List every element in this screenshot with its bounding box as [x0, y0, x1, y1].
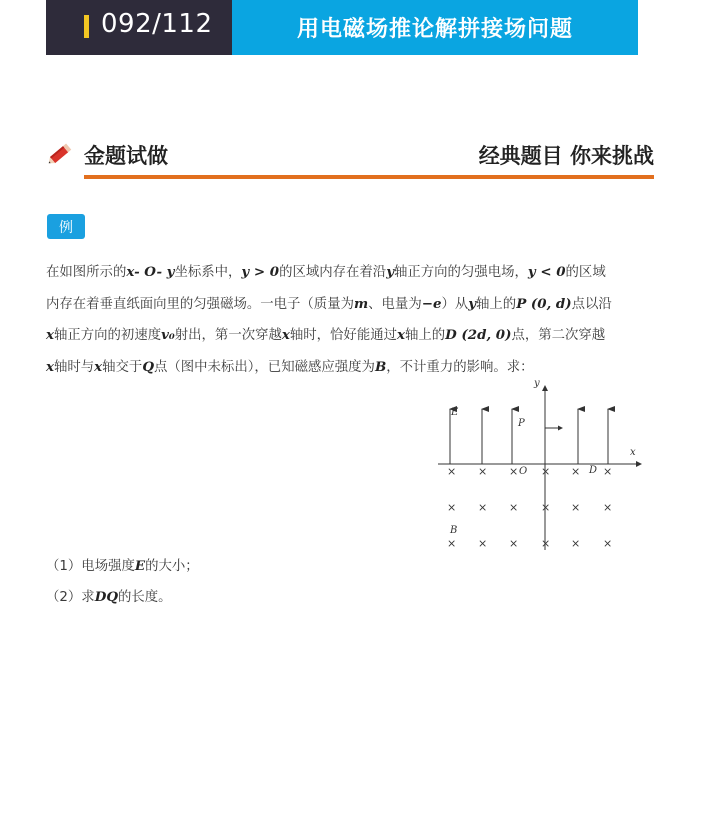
label-origin: O [519, 466, 528, 477]
math-expression: x [281, 327, 290, 343]
math-expression: v₀ [161, 327, 175, 343]
section-title: 金题试做 [84, 144, 168, 168]
cross-mark: × [603, 537, 613, 550]
problem-text: 坐标系中， [174, 265, 242, 280]
question-text: 的长度。 [117, 590, 172, 605]
cross-mark: × [541, 465, 551, 478]
question-text: （2）求 [46, 590, 95, 605]
problem-text: 的区域内存在着沿 [279, 265, 387, 280]
cross-mark: × [571, 537, 581, 550]
math-expression: y > 0 [241, 264, 280, 280]
cross-mark: × [603, 501, 613, 514]
velocity-arrowhead [558, 426, 563, 431]
question-text: （1）电场强度 [46, 559, 135, 574]
math-expression: y < 0 [527, 264, 566, 280]
problem-text: ，不计重力的影响。求： [386, 359, 534, 375]
math-expression: y [468, 295, 477, 312]
problem-text: 轴交于 [102, 359, 143, 375]
problem-text: 在如图所示的 [46, 265, 127, 280]
problem-text: 点以沿 [571, 296, 612, 312]
label-d: D [589, 465, 598, 476]
problem-statement [46, 257, 642, 383]
math-expression: DQ [94, 589, 118, 605]
math-expression: x- O- y [126, 264, 175, 280]
problem-text: 轴时，恰好能通过 [289, 328, 397, 343]
problem-line [46, 289, 642, 321]
cross-mark: × [571, 465, 581, 478]
math-expression: x [46, 327, 54, 343]
magnetic-field-crosses [447, 465, 612, 550]
problem-text: 、电量为 [368, 296, 422, 312]
math-expression: −e [421, 295, 442, 312]
banner-title-panel [232, 0, 638, 55]
electric-field-lines [450, 409, 608, 464]
pencil-icon [46, 138, 76, 168]
cross-mark: × [509, 501, 519, 514]
math-expression: B [374, 358, 387, 375]
problem-text: 轴上的 [404, 328, 446, 343]
label-b: B [450, 525, 458, 536]
math-expression: P (0, d) [516, 295, 572, 312]
cross-mark: × [509, 537, 519, 550]
label-e: E [451, 407, 459, 418]
cross-mark: × [478, 537, 488, 550]
cross-mark: × [478, 465, 488, 478]
banner-counter-panel [46, 0, 232, 55]
problem-text: 射出，第一次穿越 [174, 328, 282, 343]
math-expression: x [94, 358, 103, 375]
math-expression: x [46, 358, 54, 375]
problem-text: 的区域 [565, 265, 606, 280]
accent-bar [84, 15, 89, 38]
cross-mark: × [509, 465, 519, 478]
problem-text: 轴上的 [476, 296, 517, 312]
question-2 [46, 586, 172, 605]
cross-mark: × [478, 501, 488, 514]
math-expression: D (2d, 0) [445, 327, 512, 343]
problem-line [46, 320, 642, 352]
x-axis-label: x [630, 447, 636, 458]
x-axis-arrow [636, 461, 642, 467]
problem-text: 轴正方向的初速度 [53, 328, 162, 343]
problem-text: 轴时与 [53, 359, 95, 375]
problem-line [46, 257, 642, 289]
math-expression: m [353, 295, 369, 312]
cross-mark: × [447, 501, 457, 514]
problem-text: 点（图中未标出），已知磁感应强度为 [153, 359, 375, 375]
problem-text: 内存在着垂直纸面向里的匀强磁场。一电子（质量为 [46, 296, 354, 312]
header-banner [46, 0, 638, 55]
field-diagram-svg [432, 375, 644, 555]
math-expression: Q [142, 358, 154, 375]
math-expression: E [134, 558, 146, 574]
cross-mark: × [571, 501, 581, 514]
problem-text: 轴正方向的匀强电场， [393, 265, 528, 280]
y-axis-arrow [542, 385, 548, 391]
cross-mark: × [447, 465, 457, 478]
section-heading [46, 138, 654, 182]
question-1 [46, 555, 199, 574]
section-slogan: 经典题目 你来挑战 [478, 144, 654, 168]
page-counter: 092/112 [101, 9, 213, 39]
page-title: 用电磁场推论解拼接场问题 [296, 17, 573, 42]
problem-text: 点，第二次穿越 [511, 328, 606, 343]
math-expression: y [386, 264, 394, 280]
example-tag: 例 [47, 214, 85, 239]
label-p: P [518, 418, 525, 429]
y-axis-label: y [534, 378, 540, 389]
cross-mark: × [541, 537, 551, 550]
field-diagram [432, 375, 644, 555]
math-expression: x [397, 327, 405, 343]
question-text: 的大小； [145, 559, 199, 574]
cross-mark: × [541, 501, 551, 514]
problem-text: ）从 [441, 296, 469, 312]
section-divider [84, 175, 654, 179]
cross-mark: × [603, 465, 613, 478]
cross-mark: × [447, 537, 457, 550]
